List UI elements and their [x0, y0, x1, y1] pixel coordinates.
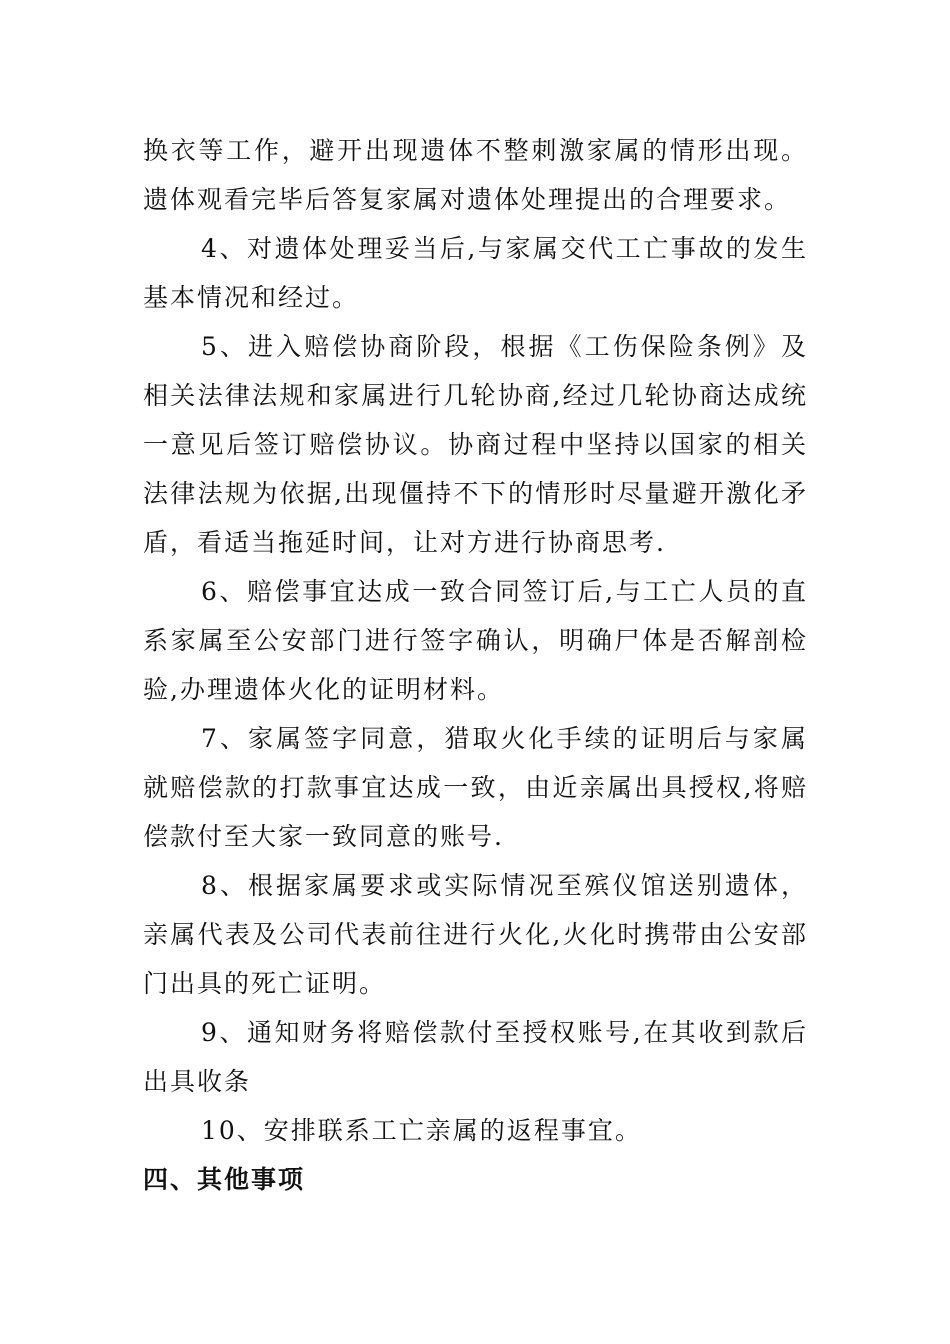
paragraph-item-4: 4、对遗体处理妥当后,与家属交代工亡事故的发生基本情况和经过。: [143, 234, 808, 312]
paragraph-item-9: 9、通知财务将赔偿款付至授权账号,在其收到款后出具收条: [143, 1018, 808, 1096]
section-heading: 四、其他事项: [143, 1165, 306, 1194]
paragraph-item-6: 6、赔偿事宜达成一致合同签订后,与工亡人员的直系家属至公安部门进行签字确认，明确尸体是否解剖检验,办理遗体火化的证明材料。: [143, 577, 808, 704]
paragraph-item-10: 10、安排联系工亡亲属的返程事宜。: [201, 1116, 642, 1145]
paragraph-item-8: 8、根据家属要求或实际情况至殡仪馆送别遗体，亲属代表及公司代表前往进行火化,火化时携带由公安部门出具的死亡证明。: [143, 871, 808, 998]
paragraph-continuation: 换衣等工作，避开出现遗体不整刺激家属的情形出现。遗体观看完毕后答复家属对遗体处理提出的合理要求。: [143, 136, 808, 214]
paragraph-item-5: 5、进入赔偿协商阶段，根据《工伤保险条例》及相关法律法规和家属进行几轮协商,经过几轮协商达成统一意见后签订赔偿协议。协商过程中坚持以国家的相关法律法规为依据,出现僵持不下的情形时尽量避开激化矛盾，看适当拖延时间，让对方进行协商思考.: [143, 332, 808, 557]
document-body: [143, 126, 808, 1204]
paragraph-item-7: 7、家属签字同意，猎取火化手续的证明后与家属就赔偿款的打款事宜达成一致，由近亲属出具授权,将赔偿款付至大家一致同意的账号.: [143, 724, 808, 851]
